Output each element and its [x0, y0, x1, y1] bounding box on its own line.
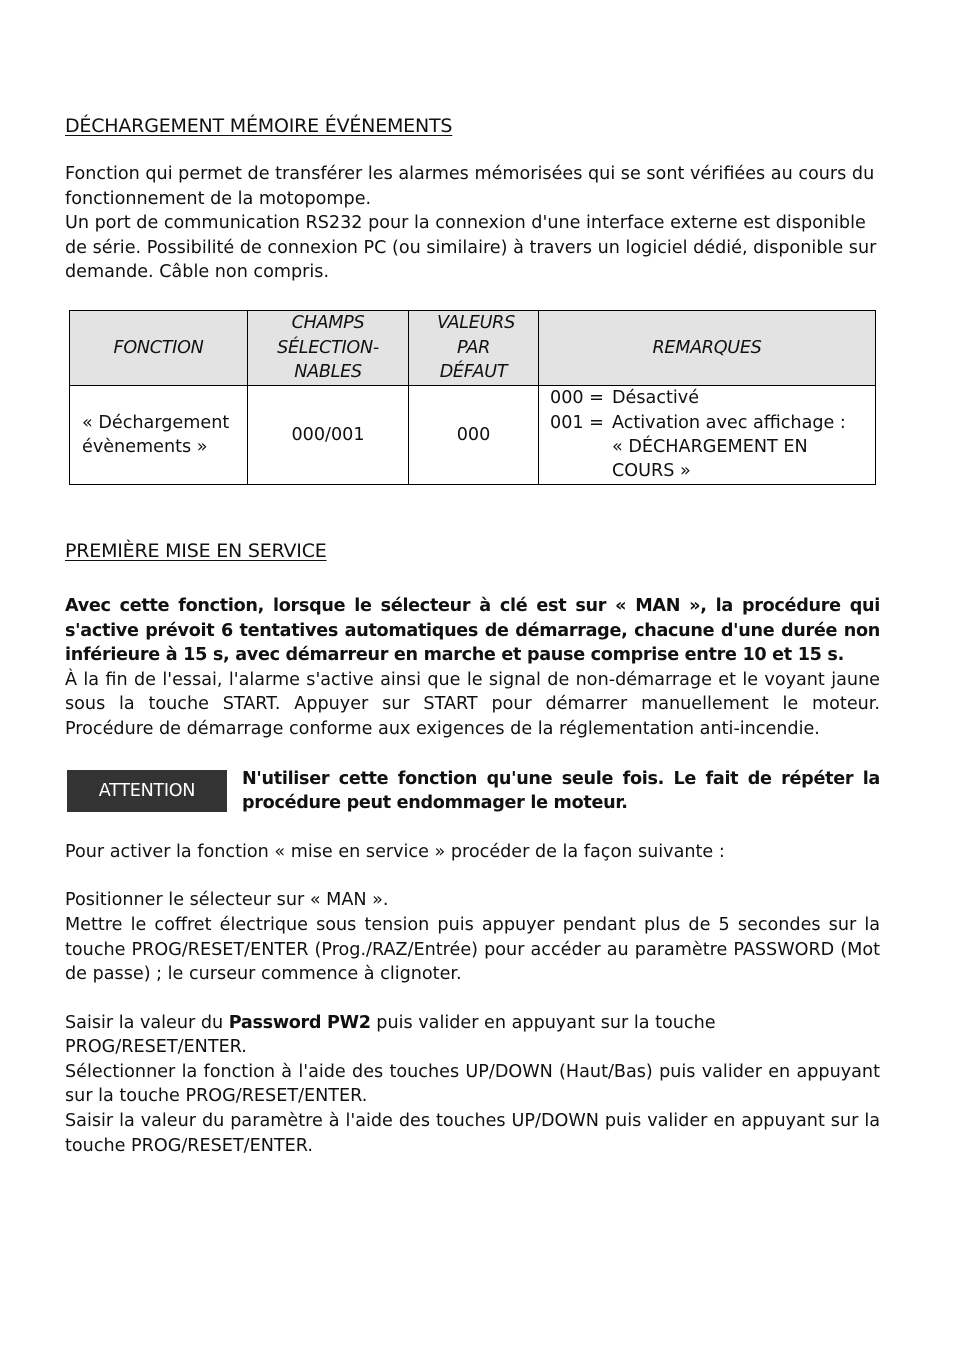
paragraph-fin-essai: À la fin de l'essai, l'alarme s'active ainsi que le signal de non-démarrage et le voyant jaune sous la touche START. Appuyer sur START pour démarrer manuellement le moteur. Procédure de démarrage conforme aux exigences de la réglementation anti-incendie. — [65, 669, 880, 739]
attention-badge: ATTENTION — [67, 770, 227, 812]
remark-text: Désactivé — [612, 388, 700, 409]
paragraph-procedure-bold: Avec cette fonction, lorsque le sélecteur à clé est sur « MAN », la procédure qui s'active prévoit 6 tentatives automatiques de démarrage, chacune d'une durée non inférieure à 15 s, avec démarreur en marche et pause comprise entre 10 et 15 s. — [65, 595, 880, 666]
cell-champs: 000/001 — [248, 385, 409, 484]
attention-text: N'utiliser cette fonction qu'une seule fois. Le fait de répéter la procédure peut endommager le moteur. — [242, 768, 880, 814]
cell-remarques — [539, 385, 876, 484]
step-saisir-valeur: Saisir la valeur du paramètre à l'aide des touches UP/DOWN puis valider en appuyant sur la touche PROG/RESET/ENTER. — [65, 1111, 880, 1156]
section-title-mise-en-service: PREMIÈRE MISE EN SERVICE — [65, 539, 327, 562]
remark-line — [550, 411, 875, 484]
remark-line — [550, 386, 875, 410]
attention-notice — [65, 767, 880, 816]
paragraph-port-rs232: Un port de communication RS232 pour la connexion d'une interface externe est disponible de série. Possibilité de connexion PC (ou similaire) à travers un logiciel dédié, disponible sur demande. Câble non compris. — [65, 213, 877, 283]
parameter-table — [69, 310, 876, 485]
table-header-row — [70, 310, 876, 385]
paragraph-intro-steps: Pour activer la fonction « mise en service » procéder de la façon suivante : — [65, 841, 725, 862]
section-title-dechargement: DÉCHARGEMENT MÉMOIRE ÉVÉNEMENTS — [65, 115, 453, 137]
header-champs: CHAMPS SÉLECTION-NABLES — [248, 310, 409, 385]
password-pw2-label: Password PW2 — [228, 1012, 371, 1033]
remark-code: 000 = — [550, 388, 604, 409]
remark-code: 001 = — [550, 412, 604, 433]
step-mettre-sous-tension: Mettre le coffret électrique sous tension puis appuyer pendant plus de 5 secondes sur la touche PROG/RESET/ENTER (Prog./RAZ/Entrée) pour accéder au paramètre PASSWORD (Mot de passe) ; le curseur commence à clignoter. — [65, 914, 880, 985]
header-fonction: FONCTION — [70, 310, 248, 385]
cell-valeur: 000 — [409, 385, 539, 484]
paragraph-fonction-description: Fonction qui permet de transférer les alarmes mémorisées qui se sont vérifiées au cours du fonctionnement de la motopompe. — [65, 164, 875, 209]
remark-text: Activation avec affichage : « DÉCHARGEMENT EN COURS » — [612, 412, 846, 482]
step-saisir-password: Saisir la valeur du Password PW2 puis valider en appuyant sur la touche PROG/RESET/ENTER. — [65, 1012, 716, 1058]
page — [65, 112, 880, 1158]
header-valeurs: VALEURS PAR DÉFAUT — [409, 310, 539, 385]
parameter-table-wrap — [69, 310, 875, 485]
step-positionner: Positionner le sélecteur sur « MAN ». — [65, 890, 389, 911]
step-selectionner-fonction: Sélectionner la fonction à l'aide des touches UP/DOWN (Haut/Bas) puis valider en appuyant sur la touche PROG/RESET/ENTER. — [65, 1061, 880, 1107]
table-row — [70, 385, 876, 484]
cell-fonction: « Déchargement évènements » — [70, 385, 248, 484]
header-remarques: REMARQUES — [539, 310, 876, 385]
